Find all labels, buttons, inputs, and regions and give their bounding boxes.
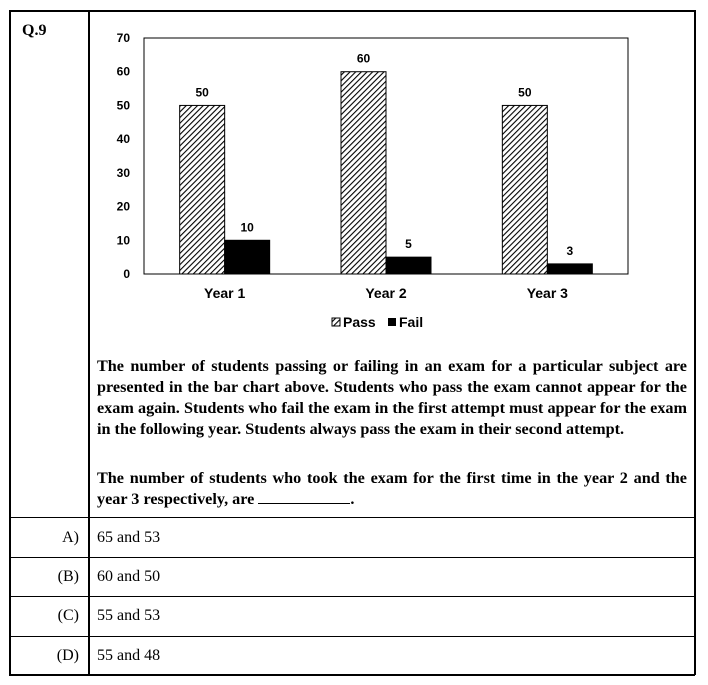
answer-blank [258, 489, 350, 504]
option-a-text[interactable]: 65 and 53 [97, 529, 161, 546]
data-label-fail: 5 [405, 237, 412, 252]
legend-label-pass: Pass [343, 314, 376, 330]
y-tick-label: 50 [116, 98, 130, 113]
bar-pass [341, 72, 386, 274]
data-label-pass: 60 [356, 51, 371, 66]
y-tick-label: 10 [116, 233, 130, 248]
legend-label-fail: Fail [399, 314, 424, 330]
row-divider [9, 517, 695, 518]
data-label-fail: 3 [566, 243, 574, 258]
table-border-bottom [9, 674, 695, 676]
table-border-top [9, 10, 695, 12]
option-a-label: A) [62, 529, 79, 546]
option-d-text[interactable]: 55 and 48 [97, 647, 161, 664]
bar-chart [96, 14, 686, 344]
y-tick-label: 70 [116, 31, 130, 45]
y-tick-label: 40 [116, 132, 130, 147]
table-border-right [694, 10, 696, 675]
data-label-pass: 50 [195, 85, 209, 100]
y-tick-label: 60 [116, 64, 130, 79]
question-stem: The number of students who took the exam for the first time in the year 2 and the year 3 respectively, are [97, 469, 687, 508]
bar-pass [502, 105, 547, 274]
data-label-pass: 50 [518, 85, 532, 100]
y-tick-label: 0 [123, 267, 130, 281]
legend-swatch-pass [332, 318, 340, 326]
row-divider [9, 636, 695, 637]
option-b-text[interactable]: 60 and 50 [97, 568, 161, 585]
bar-fail [225, 240, 270, 274]
bar-fail [547, 264, 592, 274]
x-category-label: Year 2 [365, 285, 407, 301]
bar-pass [180, 105, 225, 274]
option-c-text[interactable]: 55 and 53 [97, 607, 161, 624]
bar-fail [386, 257, 431, 274]
row-divider [9, 557, 695, 558]
legend-swatch-fail [388, 318, 396, 326]
data-label-fail: 10 [240, 220, 254, 235]
question-paragraph-1: The number of students passing or failing in an exam for a particular subject are presented in the bar chart above. Students who pass the exam cannot appear for the exam again. Students who fail the exam in the first attempt must appear for the exam in the following year. Students always pass the exam in their second attempt. [97, 357, 687, 438]
option-d-label: (D) [56, 647, 79, 664]
x-category-label: Year 1 [204, 285, 246, 301]
option-b-label: (B) [57, 568, 79, 585]
question-paragraph-2 [97, 468, 687, 510]
question-number: Q.9 [22, 22, 47, 39]
x-category-label: Year 3 [526, 285, 568, 301]
table-border-middle [88, 10, 90, 675]
option-c-label: (C) [57, 607, 79, 624]
y-tick-label: 30 [116, 165, 130, 180]
row-divider [9, 596, 695, 597]
y-tick-label: 20 [116, 199, 130, 214]
question-stem-end: . [350, 490, 355, 508]
